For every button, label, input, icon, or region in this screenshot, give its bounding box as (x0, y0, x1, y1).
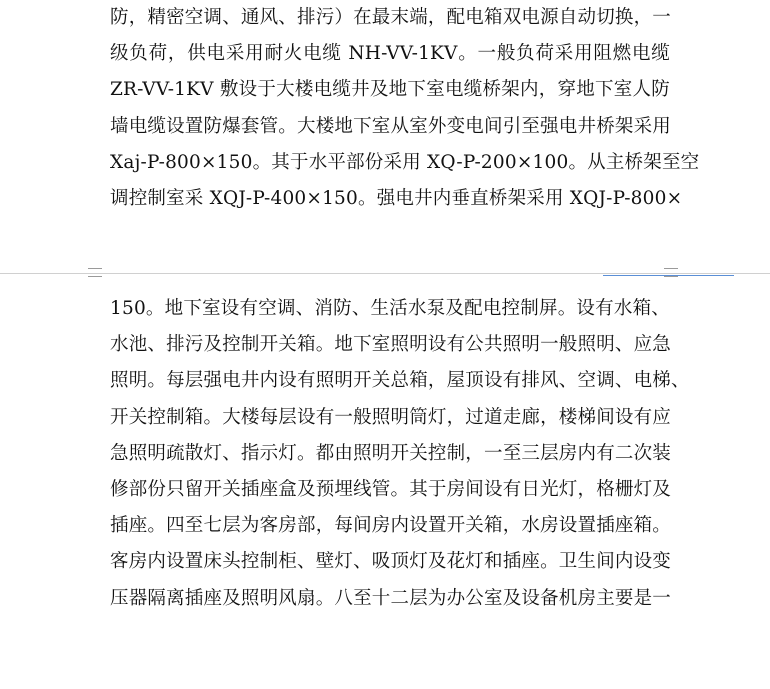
page-corner-mark-left (88, 268, 102, 277)
text-line: 水池、排污及控制开关箱。地下室照明设有公共照明一般照明、应急 (110, 334, 672, 356)
text-line: 压器隔离插座及照明风扇。八至十二层为办公室及设备机房主要是一 (110, 587, 672, 609)
paragraph-top (110, 0, 700, 217)
text-line: 急照明疏散灯、指示灯。都由照明开关控制，一至三层房内有二次装 (110, 442, 672, 464)
selection-rule (603, 275, 734, 276)
text-line: Xaj-P-800×150。其于水平部份采用 XQ-P-200×100。从主桥架至空 (110, 151, 700, 173)
page-break-divider (0, 273, 770, 274)
text-line: 调控制室采 XQJ-P-400×150。强电井内垂直桥架采用 XQJ-P-800× (110, 187, 683, 209)
text-line: 墙电缆设置防爆套管。大楼地下室从室外变电间引至强电井桥架采用 (110, 115, 672, 137)
text-line: 防，精密空调、通风、排污）在最末端，配电箱双电源自动切换，一 (110, 7, 672, 28)
text-line: 照明。每层强电井内设有照明开关总箱，屋顶设有排风、空调、电梯、 (110, 370, 690, 392)
paragraph-bottom (110, 291, 690, 617)
text-line: 开关控制箱。大楼每层设有一般照明筒灯，过道走廊，楼梯间设有应 (110, 406, 672, 428)
text-line: 级负荷，供电采用耐火电缆 NH-VV-1KV。一般负荷采用阻燃电缆 (110, 43, 670, 65)
text-line: 客房内设置床头控制柜、壁灯、吸顶灯及花灯和插座。卫生间内设变 (110, 551, 672, 573)
text-line: 修部份只留开关插座盒及预埋线管。其于房间设有日光灯，格栅灯及 (110, 478, 672, 500)
text-line: ZR-VV-1KV 敷设于大楼电缆井及地下室电缆桥架内，穿地下室人防 (110, 79, 670, 101)
text-line: 150。地下室设有空调、消防、生活水泵及配电控制屏。设有水箱、 (110, 298, 670, 319)
text-line: 插座。四至七层为客房部，每间房内设置开关箱，水房设置插座箱。 (110, 515, 672, 537)
